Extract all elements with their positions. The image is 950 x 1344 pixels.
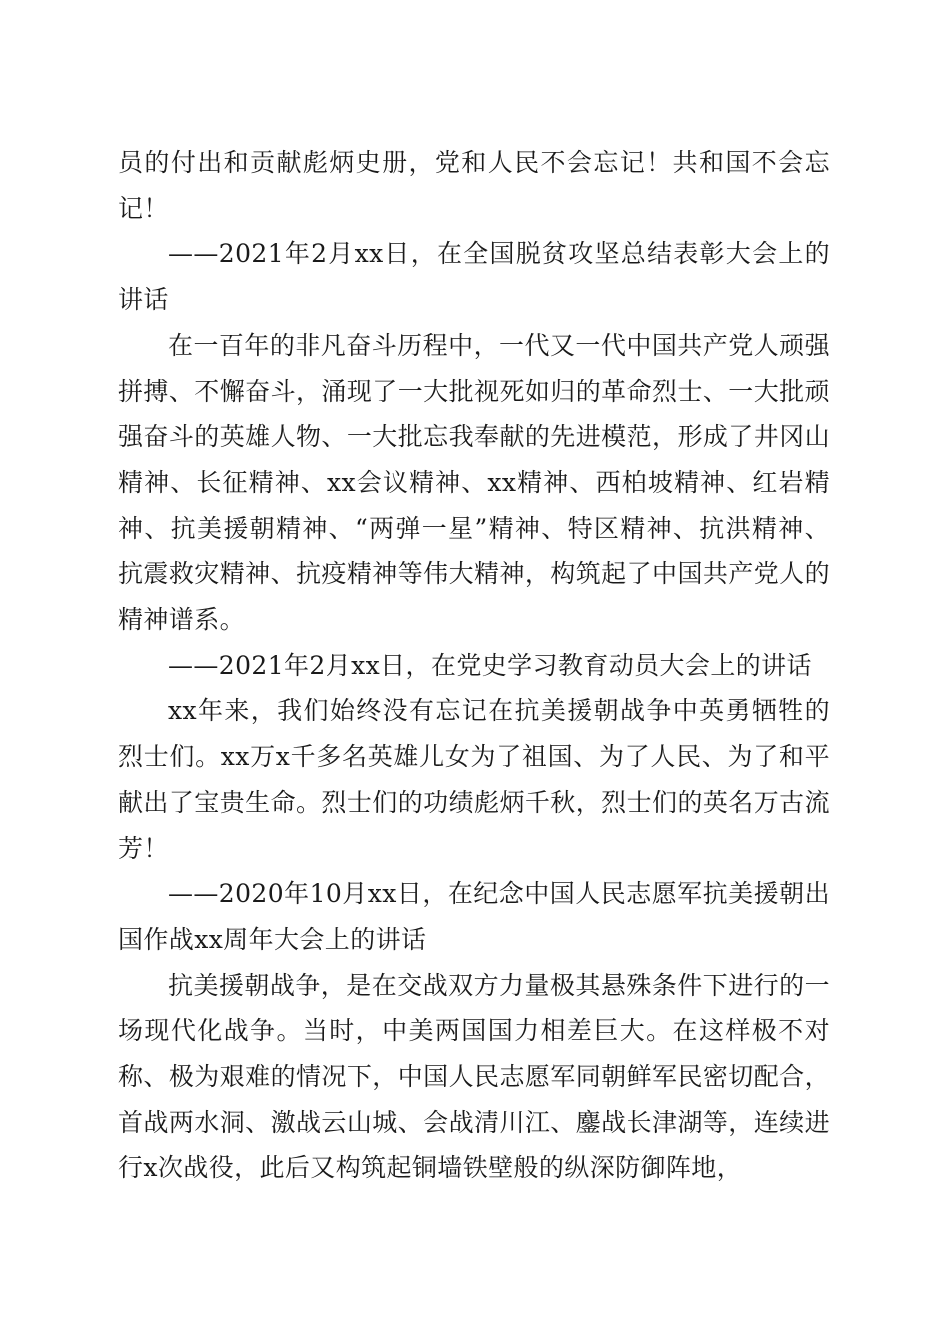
quote-source-1: ——2021年2月xx日，在全国脱贫攻坚总结表彰大会上的讲话 (118, 239, 830, 315)
body-text (118, 140, 830, 1191)
paragraph-martyrs: xx年来，我们始终没有忘记在抗美援朝战争中英勇牺牲的烈士们。xx万x千多名英雄儿女为了祖国、为了人民、为了和平献出了宝贵生命。烈士们的功绩彪炳千秋，烈士们的英名万古流芳！ (118, 696, 830, 863)
quote-source-2: ——2021年2月xx日，在党史学习教育动员大会上的讲话 (168, 650, 812, 680)
quote-source-3: ——2020年10月xx日，在纪念中国人民志愿军抗美援朝出国作战xx周年大会上的讲话 (118, 879, 830, 954)
paragraph-korean-war: 抗美援朝战争，是在交战双方力量极其悬殊条件下进行的一场现代化战争。当时，中美两国国力相差巨大。在这样极不对称、极为艰难的情况下，中国人民志愿军同朝鲜军民密切配合，首战两水洞、激战云山城、会战清川江、鏖战长津湖等，连续进行x次战役，此后又构筑起铜墙铁壁般的纵深防御阵地， (118, 970, 830, 1183)
paragraph-spirit-lineage: 在一百年的非凡奋斗历程中，一代又一代中国共产党人顽强拼搏、不懈奋斗，涌现了一大批视死如归的革命烈士、一大批顽强奋斗的英雄人物、一大批忘我奉献的先进模范，形成了井冈山精神、长征精神、xx会议精神、xx精神、西柏坡精神、红岩精神、抗美援朝精神、“两弹一星”精神、特区精神、抗洪精神、抗震救灾精神、抗疫精神等伟大精神，构筑起了中国共产党人的精神谱系。 (118, 330, 830, 635)
paragraph-continuation: 员的付出和贡献彪炳史册，党和人民不会忘记！共和国不会忘记！ (118, 148, 830, 223)
